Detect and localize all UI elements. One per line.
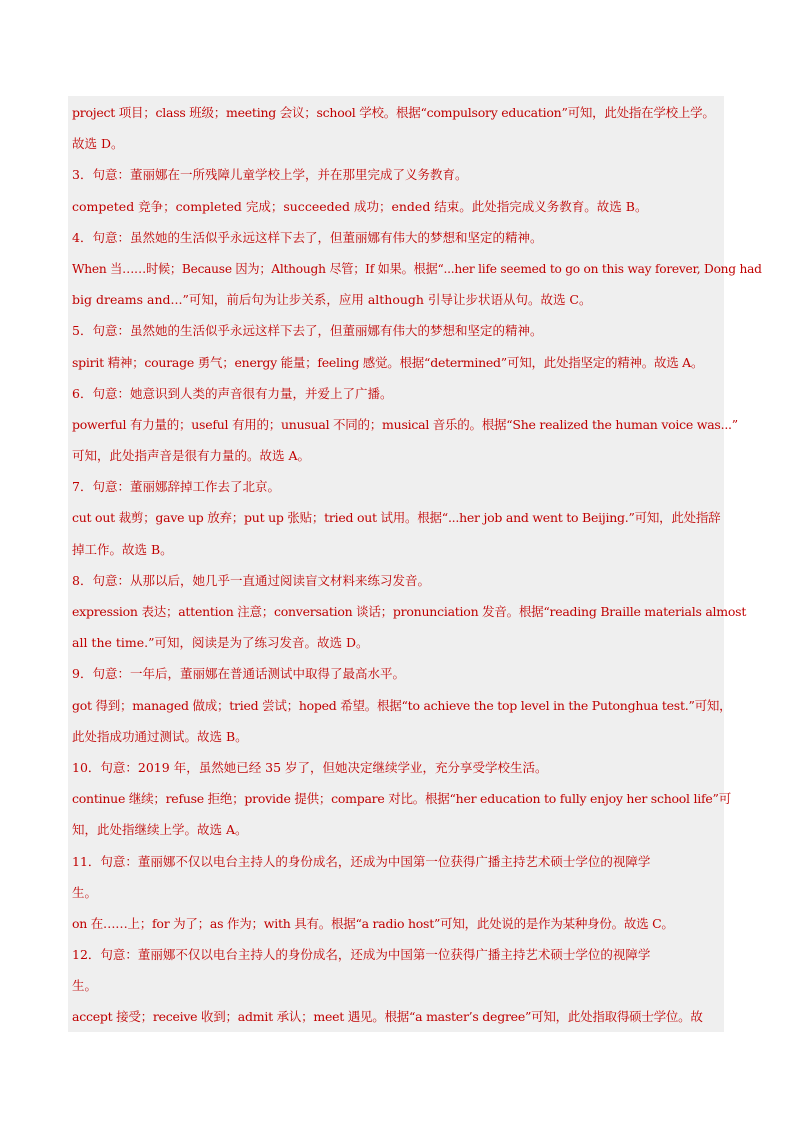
text-line: When 当……时候；Because 因为；Although 尽管；If 如果。根据“...her life seemed to go on this way forever, Dong had — [72, 260, 762, 276]
text-line: 11．句意：董丽娜不仅以电台主持人的身份成名，还成为中国第一位获得广播主持艺术硕士学位的视障学 — [72, 853, 651, 869]
text-line: 知，此处指继续上学。故选 A。 — [72, 822, 248, 838]
text-line: all the time.”可知，阅读是为了练习发音。故选 D。 — [72, 635, 369, 651]
text-line: 7．句意：董丽娜辞掉工作去了北京。 — [72, 479, 280, 495]
text-line: 3．句意：董丽娜在一所残障儿童学校上学，并在那里完成了义务教育。 — [72, 167, 468, 183]
text-line: 9．句意：一年后，董丽娜在普通话测试中取得了最高水平。 — [72, 666, 405, 682]
text-line: 12．句意：董丽娜不仅以电台主持人的身份成名，还成为中国第一位获得广播主持艺术硕士学位的视障学 — [72, 947, 651, 963]
text-line: 生。 — [72, 884, 98, 900]
text-line: big dreams and...”可知，前后句为让步关系，应用 although 引导让步状语从句。故选 C。 — [72, 292, 592, 308]
text-line: project 项目；class 班级；meeting 会议；school 学校。根据“compulsory education”可知，此处指在学校上学。 — [72, 105, 715, 120]
text-line: 此处指成功通过测试。故选 B。 — [72, 728, 248, 744]
text-line: expression 表达；attention 注意；conversation 谈话；pronunciation 发音。根据“reading Braille materials almost — [72, 604, 747, 619]
text-line: got 得到；managed 做成；tried 尝试；hoped 希望。根据“to achieve the top level in the Putonghua test.”可知， — [72, 697, 732, 713]
text-line: 10．句意：2019 年，虽然她已经 35 岁了，但她决定继续学业，充分享受学校生活。 — [72, 759, 548, 775]
answer-explanation-text — [72, 102, 762, 1038]
text-line: accept 接受；receive 收到；admit 承认；meet 遇见。根据“a master’s degree”可知，此处指取得硕士学位。故 — [72, 1009, 703, 1025]
text-line: cut out 裁剪；gave up 放弃；put up 张贴；tried out 试用。根据“...her job and went to Beijing.”可知，此处指辞 — [72, 510, 721, 526]
text-line: competed 竞争；completed 完成；succeeded 成功；ended 结束。此处指完成义务教育。故选 B。 — [72, 198, 648, 214]
text-line: 生。 — [72, 978, 98, 994]
text-line: 可知，此处指声音是很有力量的。故选 A。 — [72, 448, 311, 464]
text-line: 掉工作。故选 B。 — [72, 541, 173, 557]
text-line: 6．句意：她意识到人类的声音很有力量，并爱上了广播。 — [72, 385, 393, 401]
text-line: continue 继续；refuse 拒绝；provide 提供；compare 对比。根据“her education to fully enjoy her school life”可 — [72, 791, 731, 807]
text-line: 4．句意：虽然她的生活似乎永远这样下去了，但董丽娜有伟大的梦想和坚定的精神。 — [72, 229, 543, 245]
text-line: powerful 有力量的；useful 有用的；unusual 不同的；musical 音乐的。根据“She realized the human voice was...” — [72, 416, 738, 432]
text-line: on 在……上；for 为了；as 作为；with 具有。根据“a radio host”可知，此处说的是作为某种身份。故选 C。 — [72, 915, 674, 931]
text-line: spirit 精神；courage 勇气；energy 能量；feeling 感觉。根据“determined”可知，此处指坚定的精神。故选 A。 — [72, 354, 704, 370]
text-line: 8．句意：从那以后，她几乎一直通过阅读盲文材料来练习发音。 — [72, 572, 430, 588]
text-line: 5．句意：虽然她的生活似乎永远这样下去了，但董丽娜有伟大的梦想和坚定的精神。 — [72, 323, 543, 339]
text-line: 故选 D。 — [72, 136, 124, 152]
